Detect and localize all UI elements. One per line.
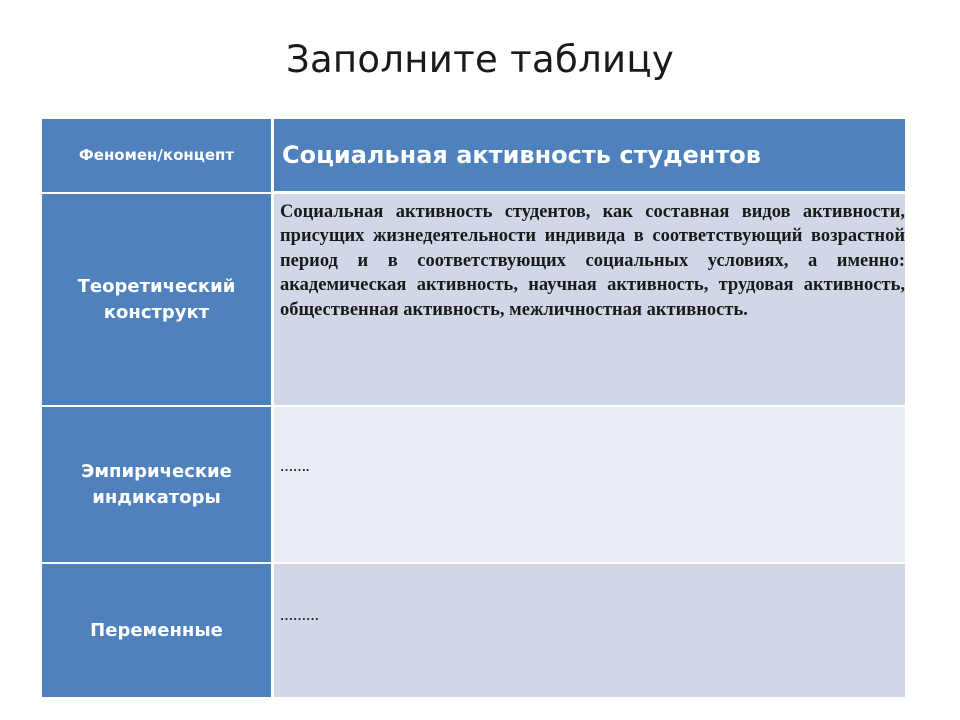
row-label-variables: Переменные [90, 619, 223, 641]
concept-table [42, 119, 905, 699]
row-value-empirical: ……. [280, 459, 310, 474]
row-value-variables: ……… [280, 608, 319, 623]
row-value-cell-variables [274, 564, 905, 699]
row-label-empirical: Эмпирические индикаторы [81, 461, 232, 508]
row-label-cell-theoretical [42, 194, 274, 407]
row-value-cell-empirical [274, 407, 905, 564]
row-label-theoretical: Теоретический конструкт [77, 276, 236, 323]
slide-title: Заполните таблицу [285, 38, 675, 81]
header-label: Феномен/концепт [78, 146, 235, 164]
header-value-cell [274, 119, 905, 194]
row-label-cell-variables [42, 564, 274, 699]
row-value-cell-theoretical [274, 194, 905, 407]
row-label-cell-empirical [42, 407, 274, 564]
header-label-cell [42, 119, 274, 194]
row-value-theoretical: Социальная активность студентов, как составная видов активности, присущих жизнедеятельности индивида в соответствующий возрастной период и в соответствующих социальных условиях, а именно: академическая активность, научная активность, трудовая активность, общественная активность, межличностная активность. [280, 202, 905, 320]
header-value: Социальная активность студентов [282, 141, 761, 169]
